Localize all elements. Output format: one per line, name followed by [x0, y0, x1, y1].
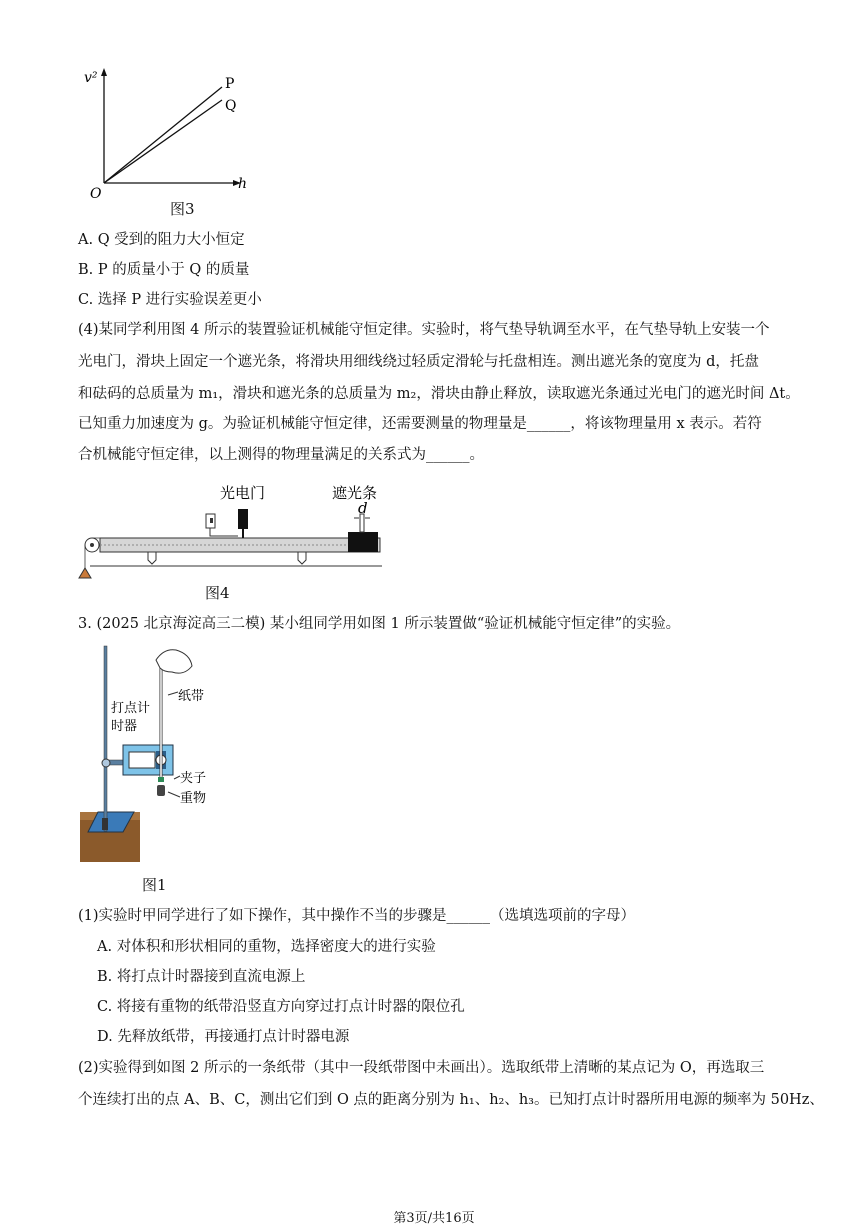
- timer-label-1: 打点计: [111, 701, 151, 716]
- timer-label-2: 时器: [111, 719, 138, 734]
- line-p: [104, 87, 222, 183]
- figure-4-caption: 图4: [205, 584, 230, 602]
- page-footer: 第3页/共16页: [393, 1211, 475, 1226]
- figure-3-caption: 图3: [170, 200, 195, 218]
- line-q: [104, 100, 222, 183]
- weight-label: 重物: [180, 791, 207, 806]
- question-3-2-line-2: 个连续打出的点 A、B、C，测出它们到 O 点的距离分别为 h₁、h₂、h₃。已知打点计时器所用电源的频率为 50Hz、: [78, 1092, 824, 1108]
- tape-label: 纸带: [178, 689, 205, 704]
- figure-3: [80, 60, 260, 220]
- option-3-1-b: B. 将打点计时器接到直流电源上: [97, 969, 306, 985]
- question-4-line-1: (4)某同学利用图 4 所示的装置验证机械能守恒定律。实验时，将气垫导轨调至水平，在气垫导轨上安装一个: [78, 322, 770, 338]
- option-c: C. 选择 P 进行实验误差更小: [78, 292, 262, 308]
- figure-1-caption: 图1: [142, 876, 167, 894]
- photogate-label: 光电门: [220, 484, 266, 502]
- figure-4: [70, 478, 390, 588]
- width-d-label: d: [358, 499, 368, 517]
- origin-label: O: [90, 186, 102, 202]
- question-4-line-2: 光电门，滑块上固定一个遮光条，将滑块用细线绕过轻质定滑轮与托盘相连。测出遮光条的宽度为 d，托盘: [78, 354, 759, 370]
- option-3-1-d: D. 先释放纸带，再接通打点计时器电源: [97, 1029, 350, 1045]
- option-3-1-c: C. 将接有重物的纸带沿竖直方向穿过打点计时器的限位孔: [97, 999, 465, 1015]
- question-3-header: 3. (2025 北京海淀高三二模) 某小组同学用如图 1 所示装置做“验证机械能守恒定律”的实验。: [78, 616, 681, 632]
- strip-label: 遮光条: [332, 484, 378, 502]
- y-axis-label: v²: [84, 70, 98, 86]
- question-4-line-3: 和砝码的总质量为 m₁，滑块和遮光条的总质量为 m₂，滑块由静止释放，读取遮光条通过光电门的遮光时间 Δt。: [78, 386, 800, 402]
- line-q-label: Q: [225, 98, 237, 114]
- question-3-2-line-1: (2)实验得到如图 2 所示的一条纸带（其中一段纸带图中未画出）。选取纸带上清晰的某点记为 O，再选取三: [78, 1060, 765, 1076]
- question-4-line-5: 合机械能守恒定律，以上测得的物理量满足的关系式为______。: [78, 447, 484, 463]
- question-4-line-4: 已知重力加速度为 g。为验证机械能守恒定律，还需要测量的物理量是______，将该物理量用 x 表示。若符: [78, 416, 762, 432]
- figure-1: [78, 642, 228, 867]
- clip-label: 夹子: [180, 771, 207, 786]
- option-a: A. Q 受到的阻力大小恒定: [78, 232, 245, 248]
- option-3-1-a: A. 对体积和形状相同的重物，选择密度大的进行实验: [97, 939, 436, 955]
- x-axis-label: h: [238, 176, 248, 192]
- option-b: B. P 的质量小于 Q 的质量: [78, 262, 250, 278]
- question-3-1-stem: (1)实验时甲同学进行了如下操作，其中操作不当的步骤是______（选填选项前的字母）: [78, 908, 636, 924]
- line-p-label: P: [225, 76, 235, 92]
